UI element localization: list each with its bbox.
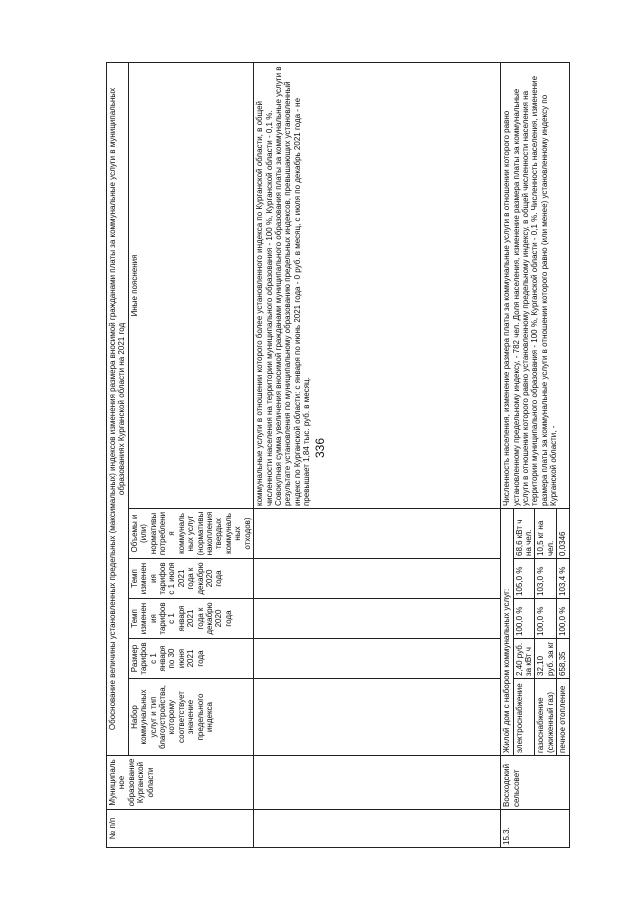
- service-rate-jan: 100,0 %: [557, 599, 569, 639]
- service-tariff: 32,10 руб. за кг: [535, 639, 557, 679]
- row-notes: Численность населения, изменение размера платы за коммунальные услуги в отношении которого равно установленному предельному индексу, - 782 чел. Доля населения, изменение размера платы за коммунальные услуги в отношении которого равно установленному предельному индексу, в общей численности населения на территории муниципального образования - 100 %, Курганской области - 0,1 %. Численность населения, изменение размера платы за коммунальные услуги в отношении которого равно (или менее) установленному индексу по Курганской области, -: [501, 62, 569, 508]
- row-municipality: Восходский сельсовет: [501, 756, 569, 810]
- continued-rate-jul: [254, 559, 501, 599]
- service-volume: 68,6 кВт ч на чел.: [513, 509, 535, 559]
- continued-volume: [254, 509, 501, 559]
- continued-row: [254, 62, 501, 847]
- continued-rate-jan: [254, 599, 501, 639]
- header-num: № п/п: [107, 810, 254, 848]
- service-volume: 10,5 кг на чел.: [535, 509, 557, 559]
- continued-tariff: [254, 639, 501, 679]
- header-row-1: [107, 62, 129, 847]
- service-rate-jul: 103,0 %: [535, 559, 557, 599]
- service-tariff: 658,35: [557, 639, 569, 679]
- continued-num: [254, 810, 501, 848]
- continued-set: [254, 679, 501, 756]
- service-name: газоснабжение (сжиженный газ): [535, 679, 557, 756]
- service-rate-jan: 100,0 %: [535, 599, 557, 639]
- header-rate-jan: Темп изменения тарифов с 1 января 2021 года к декабрю 2020 года: [128, 599, 253, 639]
- row-set-title: Жилой дом с набором коммунальных услуг:: [501, 509, 513, 756]
- service-rate-jan: 100,0 %: [513, 599, 535, 639]
- continued-notes: коммунальные услуги в отношении которого более установленного индекса по Курганской области, в общей численности населения на территории муниципального образования - 100 %, Курганской области - 0,1 %. Совокупная сумма увеличения вносимой гражданами муниципального образования платы за коммунальные услуги в результате установления по муниципальному образованию предельных индексов, превышающих установленный индекс по Курганской области: с января по июнь 2021 года - 0 руб. в месяц, с июля по декабрь 2021 года - не превышает 1,84 тыс. руб. в месяц.: [254, 62, 501, 508]
- header-notes: Иные пояснения: [128, 62, 253, 508]
- header-justification: Обоснование величины установленных предельных (максимальных) индексов изменения размера вносимой гражданами платы за коммунальные услуги в муниципальных образованиях Курганской области на 2021 год: [107, 62, 129, 755]
- continued-municipality: [254, 756, 501, 810]
- row-num: 15.3.: [501, 810, 569, 848]
- indices-table: [106, 62, 570, 848]
- header-row-2: [128, 62, 253, 847]
- service-name: электроснабжение: [513, 679, 535, 756]
- service-tariff: 2,40 руб. за кВт ч: [513, 639, 535, 679]
- header-set: Набор коммунальных услуг и тип благоустройства, которому соответствует значение предельного индекса: [128, 679, 253, 756]
- page-number: 336: [313, 437, 327, 459]
- header-tariff-size: Размер тарифов с 1 января по 30 июня 2021 года: [128, 639, 253, 679]
- service-rate-jul: 103,4 %: [557, 559, 569, 599]
- service-name: печное отопление: [557, 679, 569, 756]
- service-volume: 0,0346: [557, 509, 569, 559]
- header-rate-jul: Темп изменения тарифов с 1 июля 2021 года к декабрю 2020 года: [128, 559, 253, 599]
- header-municipality: Муниципальное образование Курганской области: [107, 756, 254, 810]
- rotated-table-page: [106, 63, 611, 848]
- header-volumes: Объемы и (или) нормативы потребления коммунальных услуг (нормативы накопления твердых коммунальных отходов): [128, 509, 253, 559]
- table-row: [501, 62, 513, 847]
- service-rate-jul: 105,0 %: [513, 559, 535, 599]
